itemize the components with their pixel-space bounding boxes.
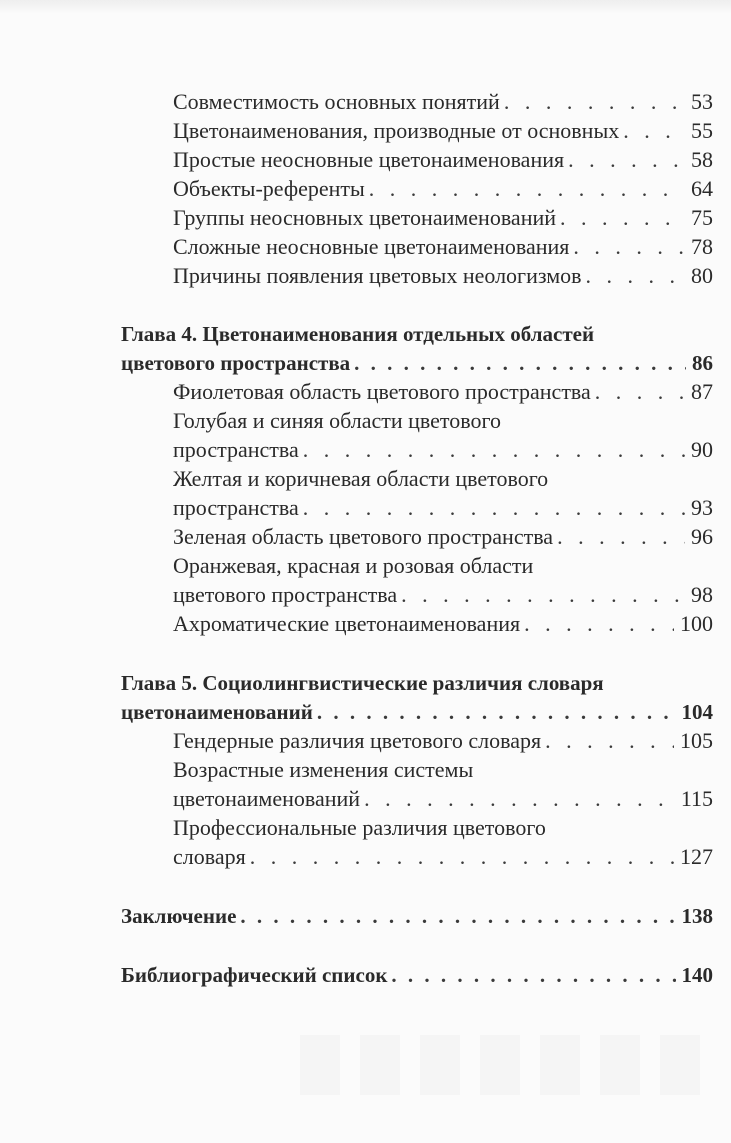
toc-entry-title: Группы неосновных цветонаименований <box>173 205 557 230</box>
toc-entry-page: 96 <box>691 524 713 549</box>
toc-entry-title: Причины появления цветовых неологизмов <box>173 263 582 288</box>
toc-entry-page: 53 <box>691 89 713 114</box>
dot-leader <box>303 437 685 463</box>
bibliography-entry <box>121 962 713 988</box>
toc-entry-title: Зеленая область цветового пространства <box>173 524 554 549</box>
dot-leader <box>586 263 685 289</box>
chapter-title: Глава 4. Цветонаименования отдельных областей <box>121 322 595 346</box>
toc-entry-title-cont: пространства <box>173 437 299 462</box>
chapter-entry <box>121 350 713 376</box>
show-through-texture <box>300 1035 700 1095</box>
toc-entry <box>173 176 713 202</box>
dot-leader <box>623 118 685 144</box>
toc-entry <box>173 379 713 405</box>
dot-leader <box>573 234 685 260</box>
conclusion-page: 138 <box>681 904 713 928</box>
dot-leader <box>354 350 686 376</box>
bibliography-page: 140 <box>681 963 713 987</box>
toc-entry-title-cont: цветового пространства <box>173 582 398 607</box>
toc-entry <box>173 611 713 637</box>
dot-leader <box>557 524 685 550</box>
toc-entry-title: Фиолетовая область цветового пространства <box>173 379 591 404</box>
toc-entry-page: 93 <box>691 495 713 520</box>
chapter-page: 104 <box>681 700 713 724</box>
toc-entry <box>173 234 713 260</box>
toc-entry-title-cont: цветонаименований <box>173 786 361 811</box>
toc-entry <box>173 205 713 231</box>
conclusion-entry <box>121 903 713 929</box>
chapter-title-cont: цветонаименований <box>121 700 313 724</box>
toc-entry-page: 105 <box>680 728 713 753</box>
toc-entry-page: 78 <box>691 234 713 259</box>
toc-entry-page: 80 <box>691 263 713 288</box>
toc-entry-title: Возрастные изменения системы <box>173 757 474 782</box>
chapter-title-cont: цветового пространства <box>121 351 351 375</box>
dot-leader <box>303 495 685 521</box>
toc-entry <box>173 786 713 812</box>
dot-leader <box>504 89 685 115</box>
toc-entry-title: Гендерные различия цветового словаря <box>173 728 542 753</box>
toc-entry <box>173 118 713 144</box>
toc-entry <box>173 263 713 289</box>
toc-entry-page: 127 <box>680 844 713 869</box>
dot-leader <box>391 962 675 988</box>
dot-leader <box>250 844 674 870</box>
toc-entry-title: Профессиональные различия цветового <box>173 815 546 840</box>
toc-entry <box>173 495 713 521</box>
dot-leader <box>524 611 674 637</box>
toc-entry-page: 98 <box>691 582 713 607</box>
conclusion-title: Заключение <box>121 904 237 928</box>
dot-leader <box>595 379 685 405</box>
toc-entry-title: Объекты-референты <box>173 176 365 201</box>
toc-entry-title: Оранжевая, красная и розовая области <box>173 553 534 578</box>
toc-entry-title-cont: пространства <box>173 495 299 520</box>
toc-entry-title: Сложные неосновные цветонаименования <box>173 234 570 259</box>
toc-entry-page: 90 <box>691 437 713 462</box>
toc-entry-page: 58 <box>691 147 713 172</box>
toc-entry-title-cont: словаря <box>173 844 246 869</box>
toc-entry-page: 75 <box>691 205 713 230</box>
dot-leader <box>369 176 685 202</box>
dot-leader <box>401 582 685 608</box>
toc-entry-title: Желтая и коричневая области цветового <box>173 466 549 491</box>
toc-entry <box>173 437 713 463</box>
toc-entry-title: Голубая и синяя области цветового <box>173 408 501 433</box>
dot-leader <box>240 903 675 929</box>
chapter-title: Глава 5. Социолингвистические различия словаря <box>121 671 604 695</box>
toc-entry-page: 64 <box>691 176 713 201</box>
toc-entry-title: Ахроматические цветонаименования <box>173 611 521 636</box>
bibliography-title: Библиографический список <box>121 963 388 987</box>
toc-entry <box>173 582 713 608</box>
chapter-page: 86 <box>692 351 713 375</box>
toc-entry-title: Совместимость основных понятий <box>173 89 500 114</box>
page-edge-shadow <box>0 0 731 14</box>
toc-entry <box>173 524 713 550</box>
toc-entry-page: 55 <box>691 118 713 143</box>
toc-entry-title: Простые неосновные цветонаименования <box>173 147 565 172</box>
toc-entry-title: Цветонаименования, производные от основных <box>173 118 620 143</box>
dot-leader <box>545 728 674 754</box>
toc-entry-page: 87 <box>691 379 713 404</box>
chapter-entry <box>121 699 713 725</box>
toc-entry-page: 100 <box>680 611 713 636</box>
toc-entry-page: 115 <box>680 786 713 811</box>
dot-leader <box>364 786 675 812</box>
toc-entry <box>173 89 713 115</box>
toc-entry <box>173 147 713 173</box>
toc-entry <box>173 728 713 754</box>
dot-leader <box>317 699 676 725</box>
dot-leader <box>560 205 685 231</box>
toc-entry <box>173 844 713 870</box>
dot-leader <box>568 147 685 173</box>
